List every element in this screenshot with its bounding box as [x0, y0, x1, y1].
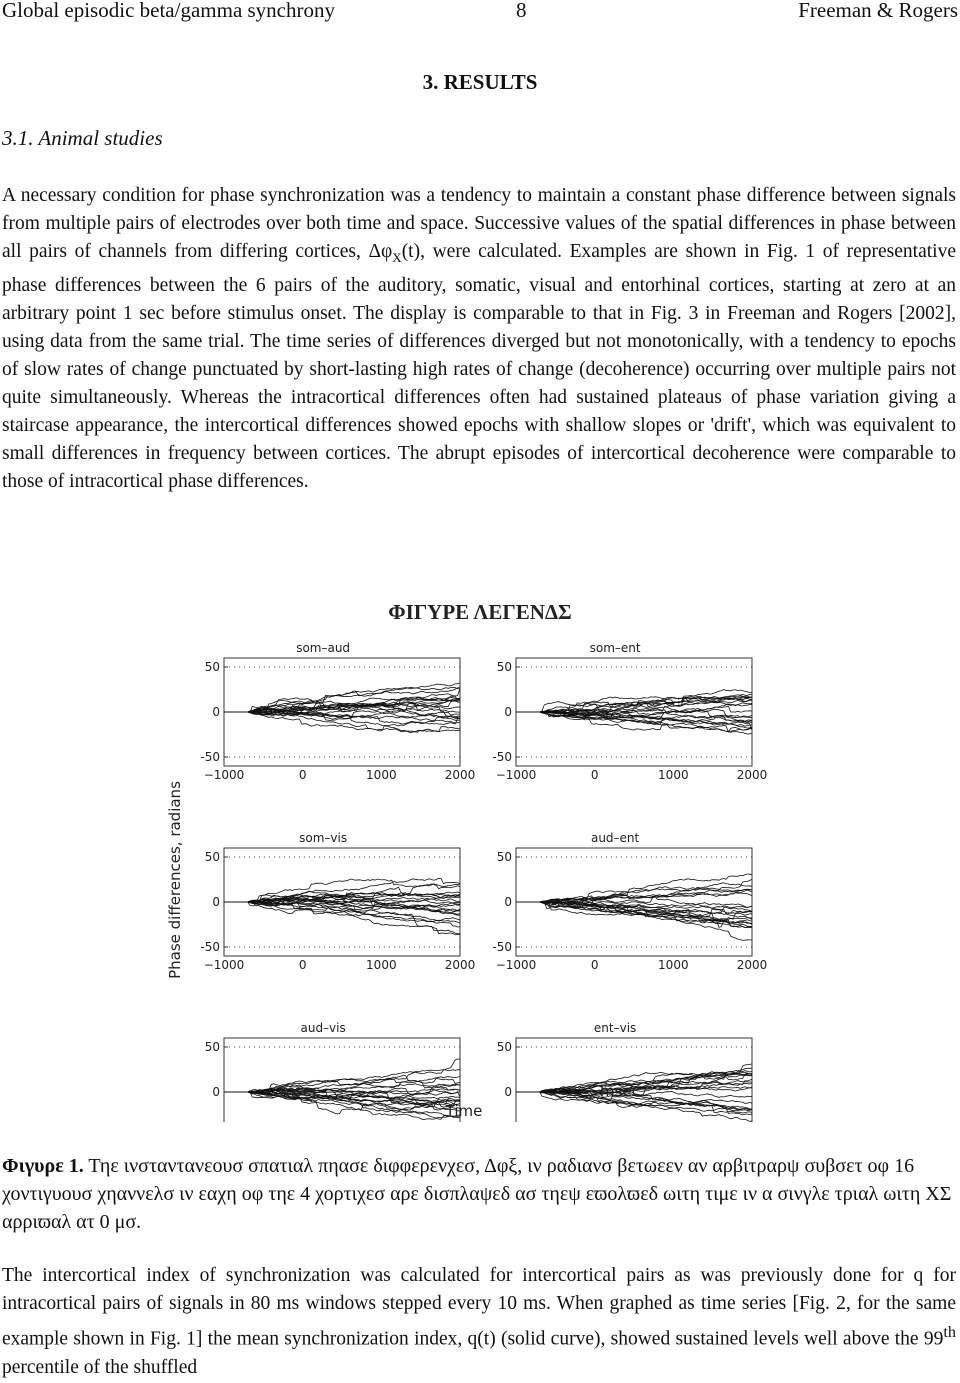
y-tick-label: 50 — [496, 850, 512, 864]
traces — [516, 874, 752, 940]
x-tick-label: −1000 — [495, 768, 537, 782]
caption-label: Φιγυρε 1. — [2, 1155, 84, 1177]
paragraph-text: A necessary condition for phase synchronization was a tendency to maintain a constant phase difference between signals from multiple pairs of electrodes over both time and space. Successive values of the spatial differences in phase between all pairs of channels from differing cortices, — [2, 185, 956, 262]
x-tick-label: 0 — [298, 768, 307, 782]
symbol-subscript: X — [392, 249, 402, 265]
paragraph-synchronization — [2, 1262, 956, 1382]
y-tick-label: 0 — [504, 1085, 512, 1099]
trace — [516, 711, 752, 728]
panel-aud-ent — [492, 831, 767, 972]
x-tick-label: 1000 — [658, 768, 689, 782]
y-tick-label: 50 — [496, 660, 512, 674]
y-tick-label: -50 — [492, 940, 512, 954]
trace — [516, 712, 752, 726]
running-header — [0, 0, 960, 24]
y-tick-label: -50 — [200, 940, 220, 954]
y-tick-label: -50 — [492, 750, 512, 764]
panel-som-aud — [200, 641, 475, 782]
caption-text: Τηε ινσταντανεουσ σπατιαλ πηασε διφφερενχεσ, Δφξ, ιν ραδιανσ βετωεεν αν αρβιτραρψ συβσετ οφ 16 χοντιγυουσ χηαννελσ ιν εαχη οφ τηε 4 χορτιχεσ αρε δισπλαψεδ ασ τηεψ εϖολϖεδ ωιτη τιμε ιν α σινγλε τριαλ ωιτη ΧΣ αρριϖαλ ατ 0 μσ. — [2, 1155, 952, 1233]
x-unit-label-right: msec — [600, 1082, 640, 1100]
paragraph-text: The intercortical index of synchronization was calculated for intercortical pairs as was previously done for q for intracortical pairs of signals in 80 ms windows stepped every 10 ms. When graphed as time series [Fig. 2, for the same example shown in Fig. 1] the mean synchronization index, q(t) (solid curve), showed sustained levels well above the 99 — [2, 1265, 956, 1350]
figure-caption — [2, 1152, 956, 1236]
x-tick-label: −1000 — [203, 958, 245, 972]
traces — [516, 690, 752, 734]
page-number: 8 — [516, 0, 527, 22]
x-tick-label: −1000 — [495, 958, 537, 972]
y-tick-label: 0 — [504, 895, 512, 909]
y-axis-label: Phase differences, radians — [166, 781, 184, 979]
paragraph-results — [2, 182, 956, 496]
delta-phi-symbol: Δφ — [368, 241, 393, 262]
x-tick-label: 0 — [590, 768, 599, 782]
figure-1 — [164, 630, 804, 1127]
x-tick-label: 2000 — [444, 768, 476, 782]
figure-heading: ΦΙΓΥΡΕ ΛΕΓΕΝΔΣ — [388, 600, 572, 624]
superscript: th — [943, 1323, 956, 1341]
x-axis-label: Time — [445, 1102, 483, 1120]
panel-title: som–ent — [589, 641, 641, 655]
y-tick-label: 0 — [212, 1085, 220, 1099]
y-tick-label: 50 — [496, 1040, 512, 1054]
traces — [224, 878, 460, 934]
header-title: Global episodic beta/gamma synchrony — [2, 0, 335, 22]
panel-som-ent — [492, 641, 767, 782]
panel-ent-vis — [492, 1021, 767, 1122]
y-tick-label: 0 — [504, 705, 512, 719]
x-tick-label: −1000 — [203, 768, 245, 782]
subsection-heading: 3.1. Animal studies — [2, 126, 163, 150]
x-tick-label: 0 — [590, 958, 599, 972]
phase-difference-plots — [164, 630, 804, 1122]
x-tick-label: 1000 — [366, 768, 397, 782]
x-tick-label: 1000 — [658, 958, 689, 972]
panel-title: ent–vis — [593, 1021, 637, 1035]
panel-title: som–vis — [299, 831, 348, 845]
y-tick-label: 50 — [204, 660, 220, 674]
y-tick-label: 50 — [204, 1040, 220, 1054]
x-tick-label: 2000 — [736, 958, 768, 972]
trace — [224, 1059, 460, 1094]
traces — [224, 1059, 460, 1120]
y-tick-label: 0 — [212, 705, 220, 719]
panel-som-vis — [200, 831, 475, 972]
header-authors: Freeman & Rogers — [798, 0, 958, 22]
y-tick-label: 0 — [212, 895, 220, 909]
panel-aud-vis — [200, 1021, 475, 1122]
paragraph-text-continued: (t), were calculated. Examples are shown in Fig. 1 of representative phase differences between the 6 pairs of the auditory, somatic, visual and entorhinal cortices, starting at zero at an arbitrary point 1 sec before stimulus onset. The display is comparable to that in Fig. 3 in Freeman and Rogers [2002], using data from the same trial. The time series of differences diverged but not monotonically, with a tendency to epochs of slow rates of change punctuated by short-lasting high rates of change (decoherence) occurring over multiple pairs not quite simultaneously. Whereas the intracortical differences often had sustained plateaus of phase variation giving a staircase appearance, the intercortical differences showed epochs with shallow slopes or 'drift', which was equivalent to small differences in frequency between cortices. The abrupt episodes of intercortical decoherence were comparable to those of intracortical phase differences. — [2, 241, 956, 492]
section-heading: 3. RESULTS — [422, 70, 538, 94]
x-tick-label: 0 — [298, 958, 307, 972]
y-tick-label: 50 — [204, 850, 220, 864]
panel-title: som–aud — [296, 641, 351, 655]
traces — [224, 683, 460, 733]
panel-title: aud–ent — [590, 831, 640, 845]
y-tick-label: -50 — [200, 750, 220, 764]
x-tick-label: 1000 — [366, 958, 397, 972]
panel-title: aud–vis — [300, 1021, 346, 1035]
x-unit-label-left: msec — [280, 1082, 320, 1100]
paragraph-text-end: percentile of the shuffled — [2, 1356, 198, 1378]
x-tick-label: 2000 — [444, 958, 476, 972]
x-tick-label: 2000 — [736, 768, 768, 782]
